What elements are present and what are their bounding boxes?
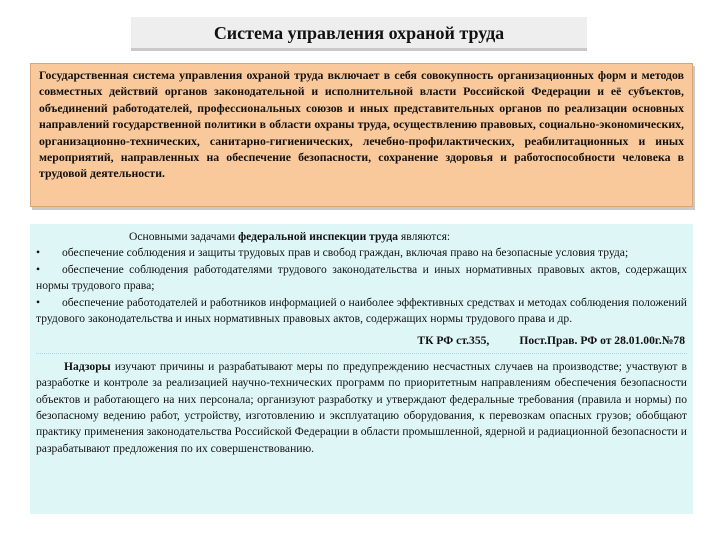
- tasks-box: [30, 224, 693, 514]
- tasks-heading-suffix: являются:: [398, 230, 451, 243]
- tasks-heading-prefix: Основными задачами: [129, 230, 239, 243]
- bullet-icon: •: [36, 246, 41, 260]
- citation-row: [36, 333, 687, 349]
- bullet-icon: •: [36, 262, 41, 276]
- page-title: Система управления охраной труда: [131, 17, 587, 51]
- task-item-3: [36, 295, 687, 328]
- task-item-2: [36, 262, 687, 295]
- bullet-icon: •: [36, 295, 41, 309]
- task-item-text: обеспечение соблюдения и защиты трудовых прав и свобод граждан, включая право на безопасные условия труда;: [62, 246, 629, 260]
- definition-text: Государственная система управления охраной труда включает в себя совокупность организационных форм и методов совместных действий органов законодательной и исполнительной власти Российской Федерации и её субъектов, объединений работодателей, профессиональных союзов и иных представительных органов по реализации основных направлений государственной политики в области охраны труда, осуществлению правовых, социально-экономических, организационно-технических, санитарно-гигиенических, лечебно-профилактических, реабилитационных и иных мероприятий, направленных на обеспечение безопасности, сохранение здоровья и работоспособности человека в трудовой деятельности.: [39, 68, 684, 181]
- supervisors-lead: Надзоры: [64, 359, 111, 373]
- task-item-text: обеспечение соблюдения работодателями трудового законодательства и иных нормативных правовых актов, содержащих нормы трудового права;: [36, 262, 687, 293]
- citation-labor-code: ТК РФ ст.355,: [417, 334, 490, 348]
- definition-box: [30, 63, 693, 207]
- tasks-heading-bold: федеральной инспекции труда: [238, 230, 399, 243]
- citation-resolution: Пост.Прав. РФ от 28.01.00г.№78: [519, 334, 685, 348]
- tasks-heading: [36, 229, 687, 245]
- task-item-text: обеспечение работодателей и работников информацией о наиболее эффективных средствах и методах соблюдения положений трудового законодательства и иных нормативных правовых актов, содержащих нормы трудового права и др.: [36, 295, 687, 326]
- divider: [36, 353, 687, 354]
- task-item-1: [36, 245, 687, 261]
- supervisors-text: изучают причины и разрабатывают меры по предупреждению несчастных случаев на производстве; участвуют в разработке и контроле за реализацией научно-технических программ по приоритетным направлениям обеспечения безопасности объектов и работающего на них персонала; организуют разработку и утверждают федеральные требования (правила и нормы) по безопасному ведению работ, устройству, изготовлению и эксплуатацию оборудования, к перевозкам опасных грузов; обобщают практику применения законодательства Российской Федерации в области промышленной, ядерной и радиационной безопасности и разрабатывают предложения по их совершенствованию.: [36, 359, 687, 455]
- supervisors-paragraph: [36, 359, 687, 457]
